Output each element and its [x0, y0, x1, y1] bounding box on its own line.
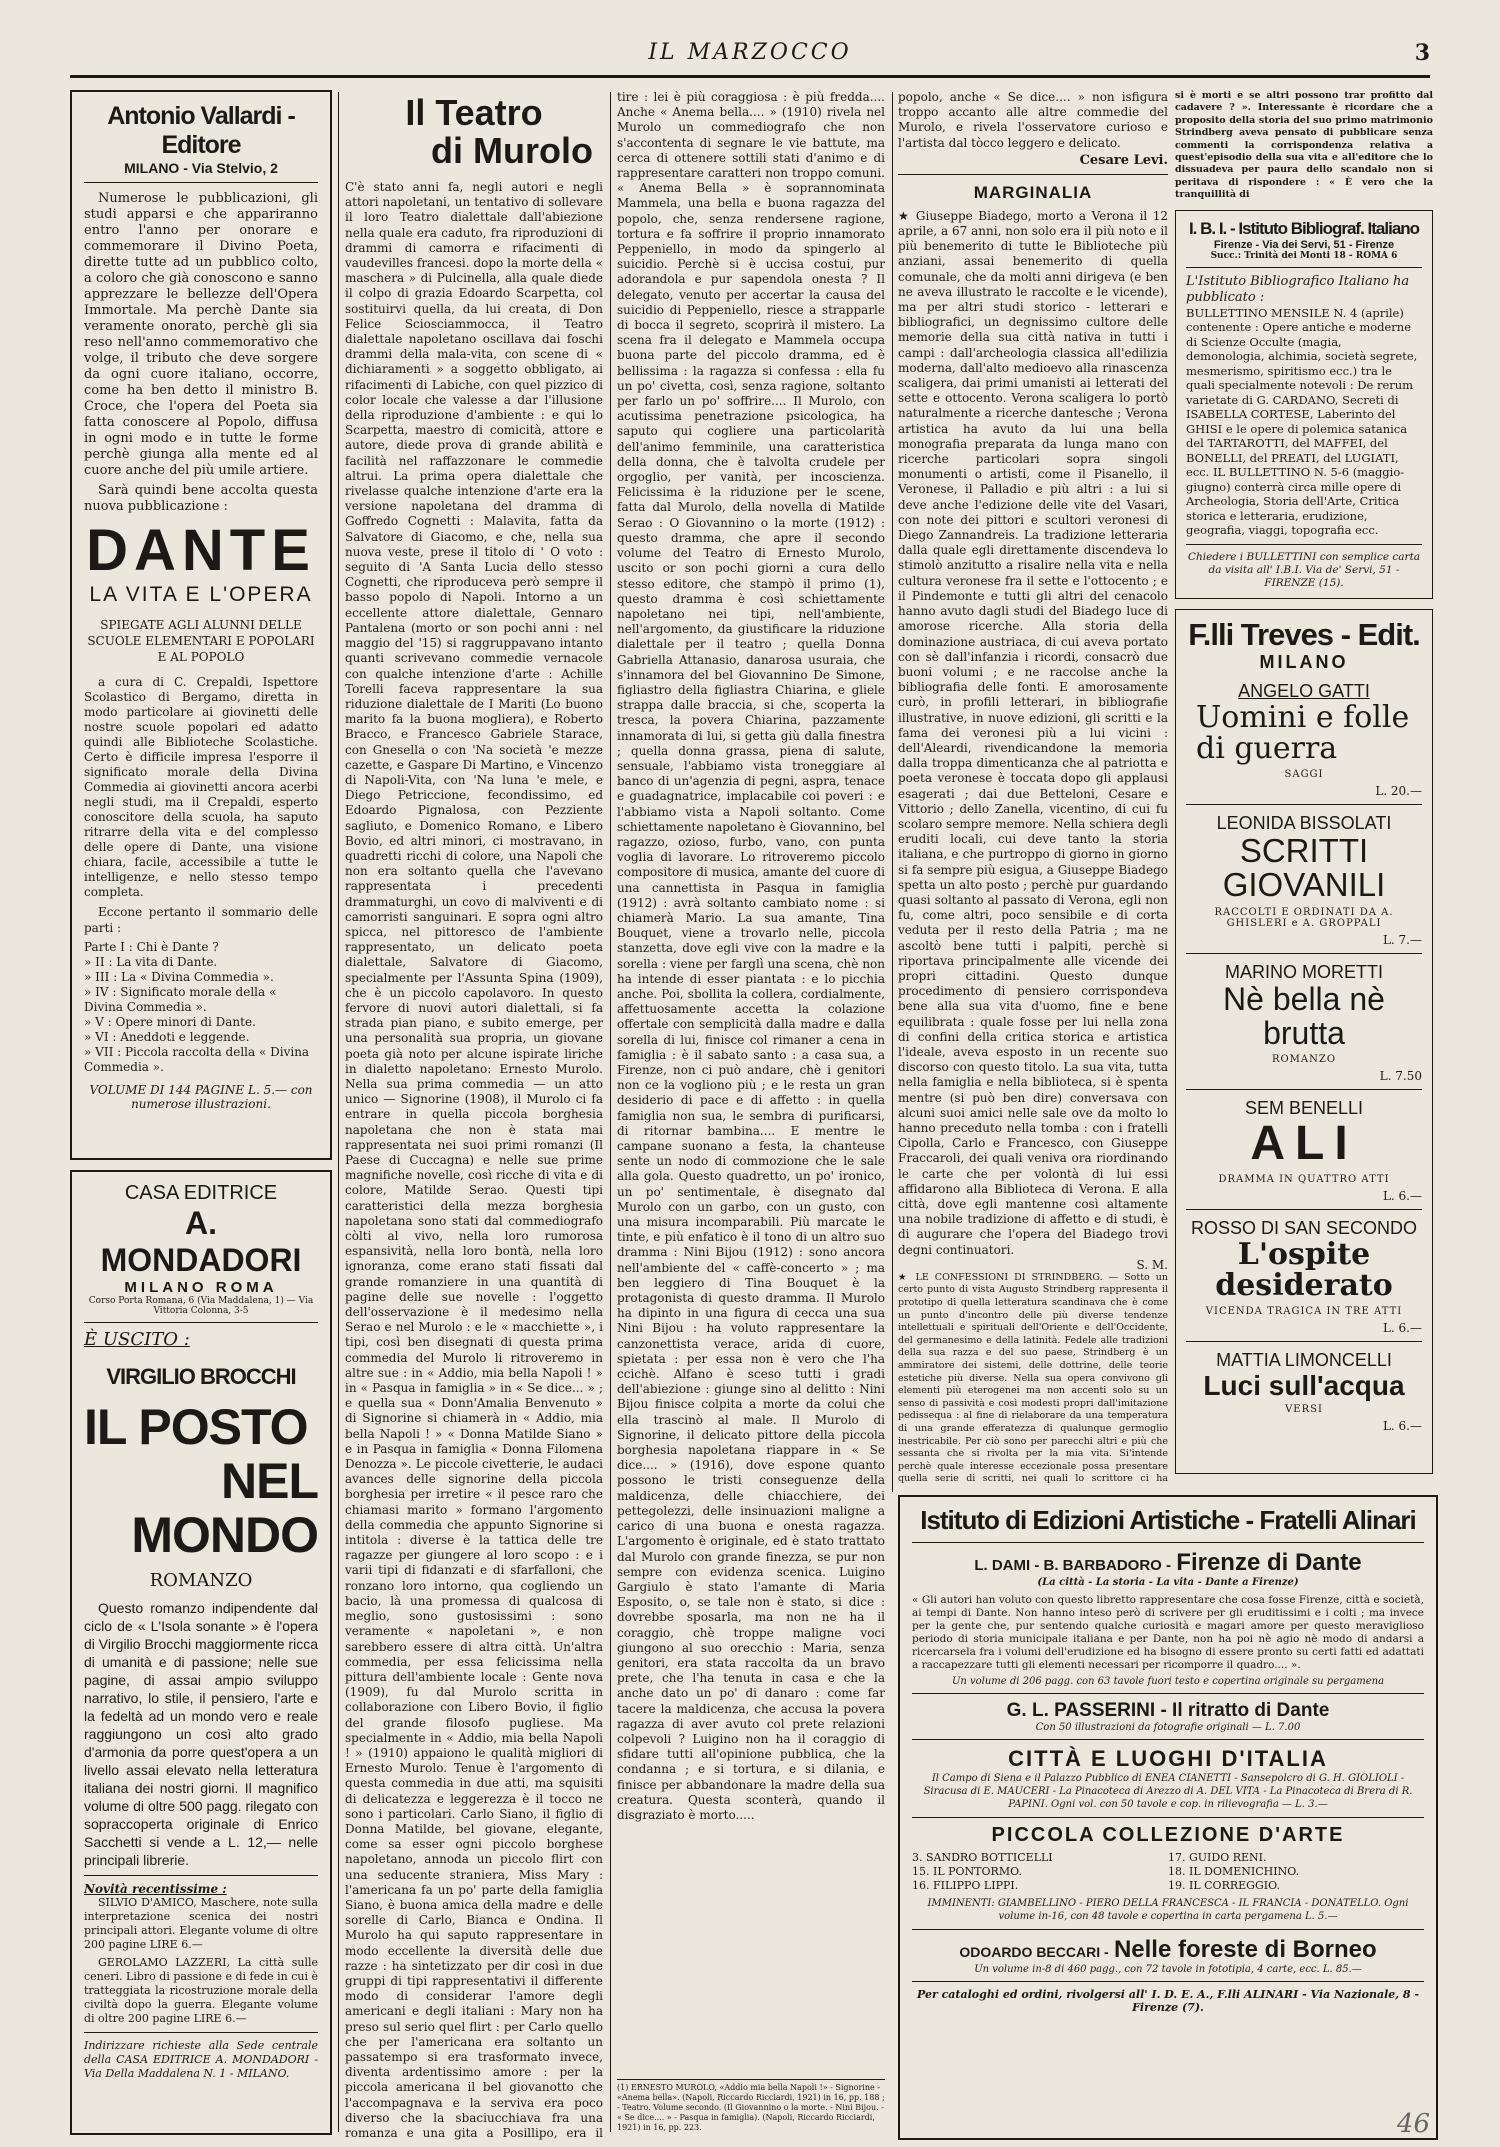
divider	[912, 1981, 1424, 1982]
marginalia-title: MARGINALIA	[973, 182, 1093, 202]
beccari-title: Nelle foreste di Borneo	[1113, 1936, 1377, 1963]
beccari-author: ODOARDO BECCARI -	[959, 1944, 1109, 1960]
ibi-pub: L'Istituto Bibliografico Italiano ha pubblicato :	[1186, 273, 1410, 305]
mondadori-ad	[70, 1170, 332, 2135]
page-number: 3	[1414, 40, 1430, 66]
article-body-col2: tire : lei è più coraggiosa : è più fredda.... Anche « Anema bella.... » (1910) rivela nel Murolo un commediografo che non s'accontenta di segnare le vie battute, ma cerca di ottenere sottili stati d'animo e di rappresentare caratteri non troppo comuni. « Anema Bella » è soprannominata Mammela, una bella e buona ragazza del popolo, che, senza rendersene ragione, tortura e fa soffrire il proprio innamorato Peppeniello, in modo da spingerlo al suicidio. Perchè si è uccisa costui, pur adorandola e pur sapendola onesta ? Il delegato, venuto per accertar la causa del suicidio di Peppeniello, riesce a strapparle di bocca il segreto, scoprirà il mistero. La scena fra il delegato e Mammela occupa buona parte del piccolo dramma, ed è bellissima : la ragazza si confessa : ella fu un po' civetta, così, senza ragione, soltanto per farlo un po' soffrire.... Il Murolo, con acutissima penetrazione psicologica, ha saputo qui cogliere una particolarità dell'animo femminile, una caratteristica della donna, che è talvolta crudele per orgoglio, per vanità, per incoscienza. Felicissima è la riduzione per le scene, fatta dal Murolo, della novella di Matilde Serao : O Giovannino o la morte (1912) : questo dramma, che apre il secondo volume del Teatro di Ernesto Murolo, uscito or son pochi giorni a cura dello stesso editore, che stampò il primo (1), questo dramma è così schiettamente napoletano nei tipi, nell'ambiente, nell'argomento, da giustificare la riduzione dialettale per il teatro ; quella Donna Gabriella Attanasio, danarosa usuraia, che s'innamora del bel Giovannino De Simone, figliastro della figliastra Chiarina, e gliele strappa dalle braccia, si che, scoperta la tresca, la povera Chiarina, pazzamente innamorata di lui, si getta giù dalla finestra ; quella donna grassa, piena di salute, sensuale, l'abbiamo vista troneggiare al banco di un'agenzia di pegni, aspra, tenace e guadagnatrice, implacabile coi poveri : e l'abbiamo vista a Napoli soltanto. Come schiettamente napoletano è Giovannino, bel ragazzo, ozioso, furbo, vano, con punta voglia di lavorare. Lo ritroveremo piccolo compositore di musica, amante del cuore di una cannettista in Pasqua in famiglia (1912) : avrà soltanto cambiato nome : si chiamerà Mario. La sua amante, Tina Bouquet, viene a trovarlo nelle, piccola stanzetta, dove egli vive con la madre e la sorella : viene per farglì una scena, chè non ha intende di esser piantata : e lo picchia anche. Poi, sbollita la collera, cordialmente, affettuosamente accetta la colazione offertale con semplicità dalla madre e dalla sorella di lui, finisce col rimaner a cena in famiglia : è il sabato santo : a casa sua, a Firenze, non ci può andare, chè i genitori non ce la vogliono più ; e le resta un gran desiderio di pace e di affetto : in quella famiglia non sua, le sembra di purificarsi, di ritornar bambina.... E mentre le campane suonano a festa, la chanteuse sente un nodo di commozione che le sale alla gola. Questo quadretto, un po' ironico, un po' sentimentale, è disegnato dal Murolo con un garbo, con un gusto, con una misura incomparabili. Più marcate le tinte, e più enfatico è il tono di un altro suo dramma : Nini Bijou (1912) : sono ancora nell'ambiente del « caffè-concerto » ; ma ben leggiero di Tina Bouquet è la protagonista di questo dramma. Il Murolo ha dipinto in una figura di cecca una sua Nini Bijou : ha voluto rappresentare la canzonettista verace, arida di cuore, spietata : per essa non è vero che l'ha ccichè. Alfano è sceso tutti i gradi dell'abiezione : giunge sino al delitto : Nini Bijou finisce colpita a morte da colui che ella trascinò al male. Il Murolo di Signorine, il delicato pittore della piccola borghesia napoletana riappare in « Se dice.... » (1916), dove espone quanto possono le tristi conseguenze della maldicenza, delle chiacchiere, dei pettegolezzi, delle insinuazioni maligne a carico di una buona e onesta ragazza. L'argomento è originale, ed è stato trattato dal Murolo con grande finezza, se pur non sempre con evidenza scenica. Luigino Gargiulo è stato l'amante di Maria Esposito, o, se tale non è stato, si dice : dovrebbe sposarla, ma non ne ha il coraggio, chè troppe maligne voci giungono al suo orecchio : Maria, senza genitori, era stata raccolta da un bravo prete, che l'ha tenuta in casa e che la anche dato un po' di danaro : come far tacere la maldicenza, che accusa la povera ragazza di aver avuto col prete relazioni colpevoli ? Luigino non ha il coraggio di sfidare tutti all'opinione pubblica, che la condanna ; e si tortura, e si dilania, e finisce per abbandonare la madre della sua creatura. Questa sconterà, quando il disgraziato è morto.....	[617, 90, 885, 1822]
book-price: L. 6.—	[1382, 1320, 1422, 1335]
piccola-item: 19. IL CORREGGIO.	[1168, 1879, 1280, 1892]
marginalia-strindberg: ★ LE CONFESSIONI DI STRINDBERG. — Sotto un certo punto di vista Augusto Strindberg rappresenta il prototipo di quella letteratura scandinava che è come un punto d'incontro delle più diverse tendenze intellettuali e spirituali dell'Oriente e dell'Occidente, del germanesimo e della latinità. Fedele alle tradizioni della sua razza e del suo paese, Strindberg è un ammiratore dei sistemi, delle dottrine, delle teorie estetiche più diverse. Nella sua opera convivono gli elementi più eterogenei ma non accenti solo su un senso di passività e così modesti propri dall'imitazione pedissequa : al fine di rielaborare da una temperatura di una grande efferatezza di qualunque germoglio inestricabile. Per ciò sono per parecchi altri e più che sessanta che si rivolta per la mia vita. Si'intende perchè quale interesse eccezionale possa presentare quella serie di scritti, nei quali lo scrittore ci ha	[898, 1271, 1168, 1485]
book-sub: VERSI	[1285, 1403, 1323, 1415]
toc-item: » II : La vita di Dante.	[84, 955, 218, 969]
column-rule	[338, 92, 339, 2132]
book-author: ROSSO DI SAN SECONDO	[1190, 1217, 1418, 1238]
treves-name: F.lli Treves - Edit.	[1188, 616, 1420, 652]
piccola-list	[912, 1851, 1424, 1893]
book-sub: ROMANZO	[1271, 1054, 1337, 1066]
book-sub: SAGGI	[1284, 768, 1324, 780]
dami-book	[912, 1549, 1424, 1577]
divider	[1186, 1209, 1422, 1210]
book-sub: VICENDA TRAGICA IN TRE ATTI	[1205, 1305, 1403, 1317]
posto-title-2: NEL MONDO	[131, 1453, 318, 1563]
book-author: SEM BENELLI	[1244, 1098, 1364, 1119]
column-5	[1175, 90, 1433, 1490]
book-title: Nè bella nè brutta	[1223, 980, 1385, 1051]
book-title: Luci sull'acqua	[1203, 1369, 1405, 1401]
book-sub: RACCOLTI E ORDINATI DA A. GHISLERI e A. GROPPALI	[1214, 906, 1394, 929]
dami-authors: L. DAMI - B. BARBADORO -	[974, 1557, 1171, 1574]
toc-item: » IV : Significato morale della « Divina Commedia ».	[84, 985, 277, 1014]
ibi-footer: Chiedere i BULLETTINI con semplice carta da visita all' I.B.I. Via de' Servi, 51 - FIRENZE (15).	[1187, 550, 1421, 589]
divider	[84, 2032, 318, 2033]
book-author: MATTIA LIMONCELLI	[1216, 1349, 1392, 1370]
handwritten-number: 46	[1396, 2109, 1430, 2139]
dami-sub: (La città - La storia - La vita - Dante a Firenze)	[1037, 1577, 1299, 1588]
column-3	[617, 90, 885, 2140]
toc-intro: Eccone pertanto il sommario delle parti :	[84, 905, 318, 935]
toc-item: » V : Opere minori di Dante.	[84, 1015, 256, 1029]
piccola-item: 17. GUIDO RENI.	[1168, 1851, 1267, 1864]
novita-2: GEROLAMO LAZZERI, La città sulle ceneri. Libro di passione e di fede in cui è tratteggiata la ricostruzione morale della civiltà dopo la guerra. Elegante volume di oltre 200 pagine LIRE 6.—	[84, 1956, 319, 2025]
dante-subtitle: LA VITA E L'OPERA	[89, 583, 313, 606]
posto-body: Questo romanzo indipendente dal ciclo de « L'Isola sonante » è l'opera di Virgilio Brocchi maggiormente ricca di umanità e di passione; nelle sue pagine, di assai ampio sviluppo narrativo, lo stile, il pensiero, l'arte e la fedeltà ad un mondo vero e reale raggiungono un così alto grado d'armonia da porre quest'opera a un livello assai elevato nella letteratura italiana dei nostri giorni. Il magnifico volume di oltre 500 pagg. rilegato con sopraccoperta originale di Enrico Sacchetti si vende a L. 12,— nelle principali librerie.	[84, 1600, 318, 1868]
article-body-col1: C'è stato anni fa, negli autori e negli attori napoletani, un tentativo di sollevare il loro Teatro dialettale dall'abiezione nella quale era caduto, fra riproduzioni di drammi di camorra e rifacimenti di vaudevilles francesi. dopo la morte della « maschera » di Pulcinella, alla quale diede il colpo di grazia Edoardo Scarpetta, col sostituirvi quella, da lui creata, di Don Felice Sciosciammocca, il Teatro dialettale napoletano oscillava dai foschi drammi della mala-vita, con scene di « dichiaramenti » a soggetto obbligato, ai rifacimenti di Labiche, con quel pizzico di color locale che valesse a dar l'illusione della riproduzione d'ambiente : e qui lo Scarpetta, maestro di comicità, attore e autore, diede prova di grande abilità e facilità nel raffazzonare le commedie altrui. La prima opera dialettale che rivelasse qualche intenzione d'arte era la versione napoletana del dramma di Goffredo Cognetti : Malavita, fatta da Salvatore di Giacomo, e che, nella sua nuova veste, prese il titolo di ' O voto : seguito di 'A Santa Lucia dello stesso Cognetti, che riproduceva però sempre il basso popolo di Napoli. Intorno a un eccellente attore dialettale, Gennaro Pantalena (morto or son pochi anni : nel maggio del '15) si raggruppavano intanto quanti scrivevano commedie vernacole con qualche intenzione d'arte : Achille Torelli faceva rappresentare la sua riduzione dialettale de I Mariti (Lo buono marito fa la buona mogliera), e Roberto Bracco, e Francesco Gabriele Starace, con Gnesella o con 'Na società 'e mezze cazette, e Gaspare Di Martino, e Vincenzo di Napoli-Vita, con 'Na luna 'e mele, e Diego Petriccione, fecondissimo, ed Edoardo Pignalosa, con Pezziente sagliuto, e Domenico Romano, e Libero Bovio, ed altri minori, ci mostravano, in quadretti ricchi di colore, una Napoli che non era soltanto quella che l'avevano rappresentata i precedenti drammaturghi, un covo di malviventi e di camorristi sanguinari. E sopra ogni altro spicca, nel pittoresco de l'ambiente rappresentato, un delicato poeta dialettale, Salvatore di Giacomo, specialmente per l'Assunta Spina (1909), che è un piccolo capolavoro. In questo fervore di nuovi autori dialettali, si fa strada pian piano, e subito emerge, per una personalità sua propria, un giovane poeta già noto per alcune ispirate liriche in dialetto napoletano: Ernesto Murolo. Nella sua prima commedia — un atto unico — Signorine (1908), il Murolo ci fa entrare in quella piccola borghesia napoletana che non è stata mai rappresentata nei suoi primi romanzi (Il Paese di Cuccagna) e nelle sue prime magnifiche novelle, così ricche di vita e di colore, Matilde Serao. Questi tipi caratteristici della mezza borghesia napoletana sono stati dal commediografo còlti al vivo, nella loro rumorosa espansività, nella loro bontà, nella loro ignoranza, come erano stati fissati dal grande romanziere in una quantità di pagine delle sue novelle : l'oggetto dell'osservazione è il medesimo nella Serao e nel Murolo : e le « macchiette », i tipi, così ben disegnati di questa prima commedia del Murolo li ritroveremo in altre sue : in « Addio, mia bella Napoli ! » in « Pasqua in famiglia » in « Se dice... » ; e quella sua « Donn'Amalia Benvenuto » di Signorine si chiamerà in « Addio, mia bella Napoli ! » « Donna Matilde Siano » e in Pasqua in famiglia « Donna Filomena Denozza ». Le piccole civetterie, le audaci avances delle signorine della piccola borghesia per irretire « il pesce raro che chiamasi marito » formano l'argomento della commedia che appunto Signorine si intitola : diverse è la tattica delle tre ragazze per giungere al loro scopo : e i varii tipi di fidanzati e di sfarfalloni, che ronzano loro intorno, qua cogliendo un bacio, là una promessa di qualcosa di meglio, sono gustosissimi : sono veramente « napoletani », e non sarebbero essere di altra città. Un'altra commedia, per essa felicissima nella pittura dell'ambiente locale : Gente nova (1909), fu dal Murolo scritta in collaborazione con Libero Bovio, il figlio del grande filosofo pugliese. Ma specialmente in « Addio, mia bella Napoli ! » (1910) appaiono le qualità migliori di Ernesto Murolo. Tenue è l'argomento di questa commedia in due atti, ma squisiti di delicatezza e leggerezza è il tocco ne sono i particolari. Carlo Siano, il figlio di Donna Matilde, bel giovane, elegante, come sa esser ogni piccolo borghese napoletano, annoda un piccolo flirt con una seducente straniera, Miss Mary : l'americana fa un po' parte della famiglia Siano, è buona amica della madre e delle sorelle di Carlo, Bianca e Ondina. Il Murolo ha qui saputo rappresentare in modo eccellente la diversità delle due razze : ha sintetizzato per dir così in due gruppi di tipi rappresentativi il differente modo di considerar l'amore degli americani e degli italiani : Mary non ha preso sul serio quel flirt : per Carlo quello che per l'americana era soltanto un passatempo si era trasformato invece, diventa ardentissimo amore : per la piccola americana il bel giovanotto che l'accompagnava e la serviva era poco diverso che la sbaciucchiava fra una romanza e una gita a Posillipo, era il	[345, 180, 603, 2140]
toc-item: » VI : Aneddoti e leggende.	[84, 1030, 250, 1044]
uscito-label: È USCITO :	[84, 1329, 190, 1350]
divider	[912, 1693, 1424, 1694]
vallardi-city: MILANO - Via Stelvio, 2	[84, 160, 318, 183]
mondadori-addresses: Corso Porta Romana, 6 (Via Maddalena, 1) — Via Vittoria Colonna, 3-5	[88, 1296, 314, 1316]
dante-desc: SPIEGATE AGLI ALUNNI DELLE SCUOLE ELEMENTARI E POPOLARI E AL POPOLO	[87, 618, 315, 664]
alinari-title: Istituto di Edizioni Artistiche - Fratelli Alinari	[912, 1505, 1424, 1543]
masthead-rule	[70, 75, 1430, 78]
book-title: ALI	[1250, 1117, 1358, 1171]
divider	[84, 1322, 318, 1323]
piccola-item: 18. IL DOMENICHINO.	[1168, 1865, 1300, 1878]
piccola-item: 3. SANDRO BOTTICELLI	[912, 1851, 1053, 1864]
mondadori-footer: Indirizzare richieste alla Sede centrale della CASA EDITRICE A. MONDADORI - Via Della Maddalena N. 1 - MILANO.	[84, 2039, 318, 2080]
mondadori-label: CASA EDITRICE	[124, 1182, 278, 1204]
book-sub: DRAMMA IN QUATTRO ATTI	[1218, 1173, 1390, 1185]
posto-title-1: IL POSTO	[84, 1399, 308, 1455]
beccari-book	[912, 1936, 1424, 1964]
divider	[1186, 1341, 1422, 1342]
article-body-col3: popolo, anche « Se dice.... » non isfigura troppo accanto alle altre commedie del Murolo, e rivela l'osservatore curioso e l'artista dal tòcco leggero e delicato.	[898, 90, 1168, 150]
citta-sub: Il Campo di Siena e il Palazzo Pubblico di ENEA CIANETTI - Sansepolcro di G. H. GIOLIOLI - Siracusa di E. MAUCERI - La Pinacoteca di Arezzo di A. DEL VITA - La Pinacoteca di Brera di R. PAPINI. Ogni vol. con 50 tavole e cop. in rilievografia — L. 3.—	[923, 1773, 1413, 1810]
book-author: LEONIDA BISSOLATI	[1216, 812, 1392, 833]
divider	[1186, 544, 1422, 545]
marginalia-sign: S. M.	[1136, 1257, 1168, 1272]
article-title-line1: Il Teatro	[405, 92, 543, 133]
treves-ad	[1175, 609, 1433, 1474]
brocchi-author: VIRGILIO BROCCHI	[106, 1364, 296, 1389]
alinari-ad	[898, 1495, 1438, 2140]
dami-price: Un volume di 206 pagg. con 63 tavole fuori testo e copertina originale su pergamena	[951, 1676, 1385, 1687]
toc-item: Parte I : Chi è Dante ?	[84, 940, 219, 954]
divider	[1186, 267, 1422, 268]
passerini-book: G. L. PASSERINI - Il ritratto di Dante	[1006, 1700, 1330, 1721]
toc-list	[84, 940, 318, 1075]
piccola-imminenti: IMMINENTI: GIAMBELLINO - PIERO DELLA FRANCESCA - IL FRANCIA - DONATELLO. Ogni volume in-16, con 48 tavole e copertina in carta pergamena L. 5.—	[927, 1898, 1409, 1922]
book-price: L. 7.50	[1379, 1069, 1422, 1084]
marginalia-biadego: ★ Giuseppe Biadego, morto a Verona il 12 aprile, a 67 anni, non solo era il più noto e il più benemerito di tutte le Biblioteche più anziani, assai benemerito di quella comunale, che da molti anni dirigeva (e ben ne aveva illustrato le raccolte e le vicende), ma per altri studi storico - letterari e bibliografici, un degnissimo cultore delle memorie della sua città nativa in tutti i campi : dall'archeologia classica all'edilizia moderna, dall'alto medioevo alla rinascenza scaligera, dai primi umanisti ai letterati del sette e ottocento. Verona scaligera lo portò naturalmente a ricerche dantesche ; Verona artistica ha avuto da lui una bella monografia preparata da lunga mano con ricerche particolari sopra singoli monumenti o artisti, come il Pisanello, il Veronese, il Palladio e più altri : a lui si deve anche l'edizione delle vite del Vasari, con note dei pittori e scultori veronesi di Diego Zannandreis. La tradizione letteraria dalla quale egli direttamente discendeva lo stimolò anzitutto a risalire nella vita e nella cultura veronese fra il sette e l'ottocento ; e il Pindemonte e tutti gli altri del cenacolo hanno avuto dagli studi del Biadego luce di amorose ricerche. Alla storia della dominazione austriaca, di cui aveva portato con sè dall'infanzia i ricordi, consacrò due buoni volumi ; e ne raccolse anche la bibliografia delle fonti. E amorosamente curò, in profili letterari, in bibliografie illustrative, in nuove edizioni, gli scritti e la fama dei veronesi più a lui vicini : dell'Aleardi, rivendicandone la memoria dalla troppa dimenticanza che al patriotta e poeta veronese è toccata dopo gli applausi esagerati ; dai due Betteloni, Cesare e Vittorio ; dello Zanella, vicentino, di cui fu scolaro sempre memore. Nella schiera degli eruditi locali, cui deve tanto la storia italiana, e che purtroppo di giorno in giorno si fa sempre più esigua, a Giuseppe Biadego spetta un alto posto ; perchè pur guardando quasi soltanto al passato di Verona, egli non fu, come altri, poco sensibile e di corta veduta per il resto della Patria ; ma ne ascoltò bene tutti i palpiti, perchè si riportava principalmente alle vicende dei propri cittadini. Questo dunque procedimento di pensiero corrispondeva bene alla sua vita d'uomo, fine e bene equilibrata : quale fosse per lui nella zona di confini della critica storica e artistica l'ideale, aveva esposto in un recente suo discorso con questo titolo. La sua vita, tutta nella famiglia e nella biblioteca, si è spenta mentre (si può ben dire) conversava con alcuni suoi amici nelle sale ove da molto lo hanno preceduto nella tomba : con i fratelli Cipolla, Carlo e Francesco, con Giuseppe Fraccaroli, dei quali veniva ora riordinando le carte che per volontà di lui essi affidarono alla Biblioteca di Verona. E alla città, dove egli mantenne così altamente una nobile tradizione di affetto e di studi, è di augurare che l'opera del Biadego trovi degni continuatori.	[898, 208, 1168, 1257]
treves-city: MILANO	[1259, 651, 1349, 672]
article-signature: Cesare Levi.	[1079, 152, 1168, 168]
vallardi-intro2: Sarà quindi bene accolta questa nuova pubblicazione :	[84, 483, 318, 514]
alinari-footer: Per cataloghi ed ordini, rivolgersi all' I. D. E. A., F.lli ALINARI - Via Nazionale, 8 - Firenze (7).	[917, 1988, 1419, 2014]
beccari-sub: Un volume in-8 di 460 pagg., con 72 tavole in fototipia, 4 carte, ecc. L. 85.—	[974, 1964, 1362, 1975]
dami-body: « Gli autori han voluto con questo libretto rappresentare che cosa fosse Firenze, città e società, ai tempi di Dante. Non hanno inteso però di scrivere per gli eruditissimi e i colti ; ma invece per la gente che, pur sentendo qualche curiosità e magari amore per questo meraviglioso periodo di storia municipale italiana e per Dante, non ha poi nè agio nè modo di andarsi a ricercarsela fra i volumi dell'erudizione ed ha bisogno di essere pronto su certi fatti ed adattati a raccapezzare tutti gli elementi necessari per ricomporre il quadro.... ».	[912, 1594, 1424, 1671]
vallardi-ad	[70, 90, 332, 1160]
piccola-item: 15. IL PONTORMO.	[912, 1865, 1022, 1878]
divider	[1186, 1089, 1422, 1090]
book-price: L. 6.—	[1382, 1418, 1422, 1433]
column-rule	[610, 92, 611, 2132]
book-author: ANGELO GATTI	[1238, 680, 1370, 701]
ibi-address: Firenze - Via dei Servi, 51 - Firenze	[1213, 238, 1395, 251]
article-title-line2: di Murolo	[431, 130, 593, 171]
book-title: SCRITTI GIOVANILI	[1222, 831, 1386, 904]
novita-label: Novità recentissime :	[84, 1882, 227, 1896]
citta-title: CITTÀ E LUOGHI D'ITALIA	[1008, 1746, 1328, 1771]
column-1	[70, 90, 332, 2140]
masthead-title: IL MARZOCCO	[648, 40, 852, 65]
column-2	[345, 90, 603, 2140]
book-author: MARINO MORETTI	[1225, 961, 1383, 982]
divider	[898, 174, 1168, 175]
piccola-item: 16. FILIPPO LIPPI.	[912, 1879, 1019, 1892]
dante-body: a cura di C. Crepaldi, Ispettore Scolastico di Bergamo, diretta in modo particolare ai giovinetti delle nostre scuole popolari ed adatto quindi alle Biblioteche Scolastiche. Certo è difficile impresa l'esporre il significato morale della Divina Commedia ai giovinetti ancora acerbi negli studi, ma il Crepaldi, esperto conoscitore della scuola, ha saputo ritrarre della vita e del complesso delle opere di Dante, una visione chiara, facile, accessibile a tutte le intelligenze, e nello stesso tempo completa.	[84, 675, 318, 899]
vallardi-name: Antonio Vallardi - Editore	[107, 102, 295, 159]
divider	[912, 1739, 1424, 1740]
dante-title: DANTE	[86, 518, 316, 583]
strindberg-continued: si è morti e se altri possono trar profitto dal cadavere ? ». Interessante è ricordare che a proposito della storia del suo primo matrimonio Strindberg aveva pensato di pubblicare senza commenti la corrispondenza relativa a quest'episodio della sua vita e all'editore che lo dissuadeva per paura dello scandalo non si peritava di rispondere : « È vero che la tranquillità di	[1175, 90, 1433, 201]
column-rule	[892, 92, 893, 1492]
divider	[84, 1875, 318, 1876]
ibi-succ: Succ.: Trinità dei Monti 18 - ROMA 6	[1210, 250, 1398, 261]
book-price: L. 6.—	[1382, 1188, 1422, 1203]
posto-genre: ROMANZO	[149, 1570, 253, 1591]
dami-title: Firenze di Dante	[1176, 1549, 1362, 1576]
divider	[912, 1929, 1424, 1930]
passerini-sub: Con 50 illustrazioni da fotografie originali — L. 7.00	[1035, 1722, 1301, 1733]
book-price: L. 20.—	[1375, 783, 1422, 798]
mondadori-name: A. MONDADORI	[100, 1205, 302, 1278]
ibi-name: I. B. I. - Istituto Bibliograf. Italiano	[1188, 218, 1420, 238]
mondadori-cities: MILANO ROMA	[124, 1279, 278, 1296]
ibi-body: BULLETTINO MENSILE N. 4 (aprile) contenente : Opere antiche e moderne di Scienze Occulte (magia, demonologia, alchimia, società segrete, mesmerismo, spiritismo ecc.) tra le quali specialmente notevoli : De rerum varietate di G. CARDANO, Secreti di ISABELLA CORTESE, Laberinto del GHISI e le opere di polemica satanica del TARTAROTTI, del MAFFEI, del BONELLI, del PREATI, del LUGIATI, ecc. IL BULLETTINO N. 5-6 (maggio-giugno) conterrà circa mille opere di Archeologia, Storia dell'Arte, Critica storica e letteraria, erudizione, geografia, viaggi, topografia ecc.	[1186, 305, 1418, 538]
toc-item: » III : La « Divina Commedia ».	[84, 970, 274, 984]
divider	[912, 1817, 1424, 1818]
article-footnote: (1) ERNESTO MUROLO, «Addio mia bella Napoli !» - Signorine - «Anema bella». (Napoli, Riccardo Ricciardi, 1921) in 16, pp. 188 ; - Teatro. Volume secondo. (Il Giovannino o la morte. - Nini Bijou. - « Se dice.... » - Pasqua in famiglia). (Napoli, Riccardo Ricciardi, 1921) in 16, pp. 223.	[617, 2079, 885, 2133]
book-title: L'ospite desiderato	[1215, 1236, 1393, 1304]
divider	[1186, 804, 1422, 805]
masthead	[70, 30, 1430, 80]
piccola-title: PICCOLA COLLEZIONE D'ARTE	[991, 1824, 1345, 1846]
vallardi-intro: Numerose le pubblicazioni, gli studi apparsi e che appariranno entro l'anno per onorare e commemorare il Divino Poeta, dirette tutte ad un pubblico colto, a coloro che già conoscono e sanno apprezzare le bellezze dell'Opera Immortale. Ma perchè Dante sia veramente onorato, perchè gli sia reso nell'anno commemorativo che volge, il tributo che deve sorgere da ogni cuore italiano, occorre, come ha ben detto il ministro B. Croce, che l'opera del Poeta sia fatta conoscere al Popolo, diffusa in ogni modo e in tutte le forme perchè giunga alla mente ed al cuore anche del più umile artiere.	[84, 191, 318, 478]
book-price: L. 7.—	[1382, 932, 1422, 947]
divider	[1186, 953, 1422, 954]
article-title	[345, 94, 603, 170]
column-4	[898, 90, 1168, 1485]
ibi-ad	[1175, 210, 1433, 599]
toc-item: » VII : Piccola raccolta della « Divina Commedia ».	[84, 1045, 310, 1074]
book-title: Uomini e folle di guerra	[1196, 699, 1410, 767]
vallardi-footer: VOLUME DI 144 PAGINE L. 5.— con numerose illustrazioni.	[89, 1083, 313, 1111]
novita-1: SILVIO D'AMICO, Maschere, note sulla interpretazione scenica dei nostri principali attori. Elegante volume di oltre 200 pagine LIRE 6.—	[84, 1896, 318, 1951]
